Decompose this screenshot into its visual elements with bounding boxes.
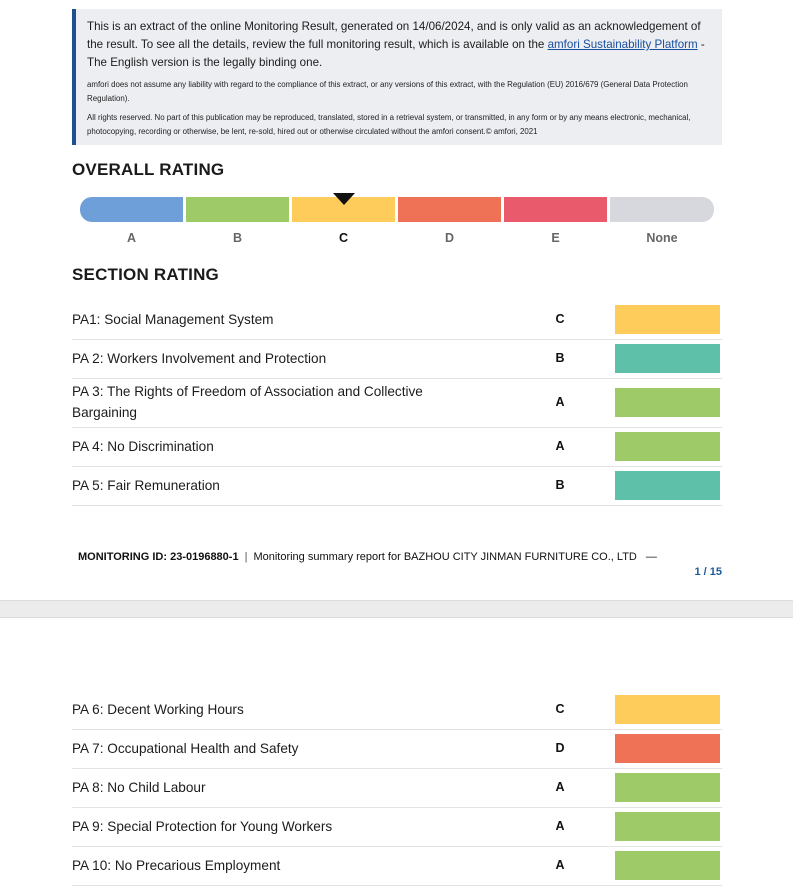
grade-color-swatch xyxy=(615,851,720,880)
section-label: PA 4: No Discrimination xyxy=(72,439,214,454)
section-label: PA 6: Decent Working Hours xyxy=(72,702,244,717)
monitoring-id: MONITORING ID: 23-0196880-1 xyxy=(78,551,239,563)
section-rating-row xyxy=(72,466,722,506)
rating-segment-a xyxy=(80,197,183,222)
section-label: PA 10: No Precarious Employment xyxy=(72,858,281,873)
grade-color-swatch xyxy=(615,812,720,841)
notice-main-text xyxy=(87,18,712,72)
section-rating-row xyxy=(72,427,722,467)
liability-disclaimer: amfori does not assume any liability with regard to the compliance of this extract, or any versions of this extract, with the Regulation (EU) 2016/679 (General Data Protection Regulation). xyxy=(87,80,688,103)
grade-color-swatch xyxy=(615,773,720,802)
section-label: PA1: Social Management System xyxy=(72,312,274,327)
section-grade: B xyxy=(555,350,565,365)
grade-color-swatch xyxy=(615,695,720,724)
page-separator xyxy=(0,600,793,618)
section-rating-row xyxy=(72,846,722,886)
section-grade: C xyxy=(555,311,565,326)
rating-segment-none xyxy=(610,197,714,222)
section-rating-row xyxy=(72,768,722,808)
section-grade: A xyxy=(555,438,565,453)
rating-label-b: B xyxy=(232,231,243,245)
overall-rating-scale xyxy=(80,197,714,222)
section-label: PA 8: No Child Labour xyxy=(72,780,206,795)
section-label: PA 9: Special Protection for Young Workers xyxy=(72,819,333,834)
rating-segment-b xyxy=(186,197,289,222)
section-grade: A xyxy=(555,394,565,409)
grade-color-swatch xyxy=(615,388,720,417)
grade-color-swatch xyxy=(615,305,720,334)
section-label: PA 3: The Rights of Freedom of Association and Collective Bargaining xyxy=(72,384,423,420)
notice-intro-text: This is an extract of the online Monitoring Result, generated on 14/06/2024, and is only valid as an acknowledgement of the result. To see all the details, review the full monitoring result, which is available on the xyxy=(87,20,701,51)
rating-label-c: C xyxy=(338,231,349,245)
section-grade: A xyxy=(555,779,565,794)
section-rating-row xyxy=(72,807,722,847)
document-page-2 xyxy=(0,618,793,873)
footer-summary: Monitoring summary report for BAZHOU CITY JINMAN FURNITURE CO., LTD xyxy=(253,551,637,563)
section-grade: B xyxy=(555,477,565,492)
section-grade: C xyxy=(555,701,565,716)
section-rating-row xyxy=(72,339,722,379)
grade-color-swatch xyxy=(615,432,720,461)
section-label: PA 5: Fair Remuneration xyxy=(72,478,220,493)
selected-rating-marker-icon xyxy=(333,193,355,205)
section-grade: D xyxy=(555,740,565,755)
footer-dash: — xyxy=(645,551,657,563)
section-rating-title: SECTION RATING xyxy=(72,265,219,284)
rights-disclaimer: All rights reserved. No part of this publication may be reproduced, translated, stored in a retrieval system, or transmitted, in any form or by any means electronic, mechanical, photocopying, recording or otherwise, be lent, re-sold, hired out or otherwise circulated without the amfori consent.© amfori, 2021 xyxy=(87,113,691,136)
section-label: PA 2: Workers Involvement and Protection xyxy=(72,351,327,366)
grade-color-swatch xyxy=(615,471,720,500)
section-label: PA 7: Occupational Health and Safety xyxy=(72,741,299,756)
rating-label-a: A xyxy=(126,231,137,245)
section-rating-row xyxy=(72,690,722,730)
grade-color-swatch xyxy=(615,344,720,373)
rating-segment-e xyxy=(504,197,607,222)
rating-segment-d xyxy=(398,197,501,222)
grade-color-swatch xyxy=(615,734,720,763)
page-footer xyxy=(78,548,718,566)
overall-rating-title: OVERALL RATING xyxy=(72,160,225,179)
rating-label-none: None xyxy=(646,231,678,245)
section-rating-row xyxy=(72,729,722,769)
sustainability-platform-link[interactable]: amfori Sustainability Platform xyxy=(547,38,698,51)
notice-binding-text: - The English version is the legally binding one. xyxy=(87,38,705,69)
section-rating-row xyxy=(72,300,722,340)
section-grade: A xyxy=(555,818,565,833)
section-grade: A xyxy=(555,857,565,872)
page-number: 1 / 15 xyxy=(694,566,722,578)
extract-notice-box xyxy=(72,9,722,145)
footer-separator: | xyxy=(244,551,248,563)
section-rating-row xyxy=(72,378,722,428)
rating-label-d: D xyxy=(444,231,455,245)
rating-label-e: E xyxy=(551,231,560,245)
